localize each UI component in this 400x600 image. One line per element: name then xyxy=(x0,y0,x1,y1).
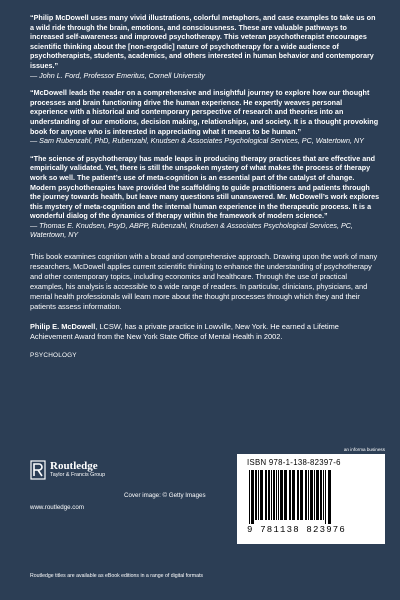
endorsement-quote-3: “The science of psychotherapy has made leaps in producing therapy practices that are effective and empirically validated. Yet, there is still the unspoken mystery of what makes the process of therapy work so well. The patient’s use of meta-cognition is an essential part of the catalyst of change. Modern psychotherapies have provided the scaffolding to guide practitioners and patients through the journey towards health, but leave many questions still unanswered. Mr. McDowell’s work explores this mystery of meta-cognition and the internal human experience in the therapeutic process. It is a wonderful dialog of the dynamics of therapy within the framework of modern science.” xyxy=(30,153,380,221)
publisher-brand: Routledge xyxy=(50,460,98,472)
ebook-availability-note: Routledge titles are available as eBook editions in a range of digital formats xyxy=(30,573,204,579)
endorsement-attribution-2: — Sam Rubenzahl, PhD, Rubenzahl, Knudsen & Associates Psychological Services, PC, Watertown, NY xyxy=(30,136,364,146)
barcode-panel xyxy=(237,454,385,544)
barcode-bar xyxy=(328,470,331,524)
subject-category: PSYCHOLOGY xyxy=(30,352,77,360)
barcode-bar xyxy=(255,470,257,520)
barcode-bar xyxy=(325,470,326,524)
barcode-bar xyxy=(297,470,299,520)
barcode-bar xyxy=(323,470,324,520)
barcode-bar xyxy=(305,470,307,520)
barcode-digits: 9 781138 823976 xyxy=(247,525,347,535)
barcode-bar xyxy=(316,470,319,520)
barcode-bar xyxy=(292,470,295,520)
barcode-bar xyxy=(249,470,250,524)
barcode-bar xyxy=(280,470,283,520)
barcode-bar xyxy=(278,470,279,520)
barcode-bar xyxy=(268,470,270,520)
barcode-bar xyxy=(276,470,277,520)
barcode-bar xyxy=(320,470,322,520)
cover-footer xyxy=(30,447,385,568)
routledge-r-icon xyxy=(30,460,46,480)
author-bio-text: , LCSW, has a private practice in Lowville, New York. He earned a Lifetime Achievement Award from the New York State Office of Mental Health in 2002. xyxy=(30,322,339,342)
publisher-logo xyxy=(30,460,105,480)
author-name: Philip E. McDowell xyxy=(30,322,96,332)
barcode-bar xyxy=(251,470,254,524)
barcode-bar xyxy=(308,470,309,520)
barcode-bar xyxy=(265,470,267,520)
barcode-bar xyxy=(271,470,272,520)
barcode-bars xyxy=(247,470,375,524)
endorsement-quote-2: “McDowell leads the reader on a comprehensive and insightful journey to explore how our thought processes and brain functioning drive the human experience. He expertly weaves personal experience with a historical and contemporary perspective of research and theories into an understanding of our emotions, decision making, relationships, and society. It is a thought provoking book for anyone who is interested in appreciating what it means to be human.” xyxy=(30,88,379,136)
barcode-bar xyxy=(258,470,259,520)
barcode-bar xyxy=(310,470,313,520)
cover-image-credit: Cover image: © Getty Images xyxy=(124,492,206,499)
endorsement-quote-1: “Philip McDowell uses many vivid illustrations, colorful metaphors, and case examples to take us on a wild ride through the brain, emotions, and consciousness. These are valuable pathways to increased self-awareness and improved psychotherapy. This veteran psychotherapist encourages scientific thinking about the [non-ergodic] nature of psychotherapy for a wide audience of psychotherapists, students, academics, and others interested in human behavior and contemporary issues.” xyxy=(30,13,376,70)
barcode-bar xyxy=(314,470,315,520)
book-description: This book examines cognition with a broad and comprehensive approach. Drawing upon the work of many researchers, McDowell applies current scientific thinking to enhance the understanding of psychotherapy and other contemporary topics, including economics and healthcare. Through the use of practical examples, his analysis is accessible to a wide range of readers. In particular, clinicians, physicians, and mental health professionals will learn more about the thought processes through which they and their patients assess information. xyxy=(30,252,378,312)
informa-business-note: an informa business xyxy=(343,447,385,452)
endorsement-attribution-3: — Thomas E. Knudsen, PsyD, ABPP, Rubenzahl, Knudsen & Associates Psychological Services, PC, Watertown, NY xyxy=(30,220,353,240)
barcode-bar xyxy=(289,470,291,520)
publisher-group: Taylor & Francis Group xyxy=(50,472,106,478)
endorsement-attribution-1: — John L. Ford, Professor Emeritus, Cornell University xyxy=(30,70,205,80)
publisher-website: www.routledge.com xyxy=(30,504,84,511)
barcode-bar xyxy=(300,470,303,520)
barcode-bar xyxy=(273,470,275,520)
author-bio xyxy=(30,322,380,342)
barcode-bar xyxy=(284,470,287,520)
isbn-number: ISBN 978-1-138-82397-6 xyxy=(247,458,341,467)
barcode-bar xyxy=(260,470,263,520)
